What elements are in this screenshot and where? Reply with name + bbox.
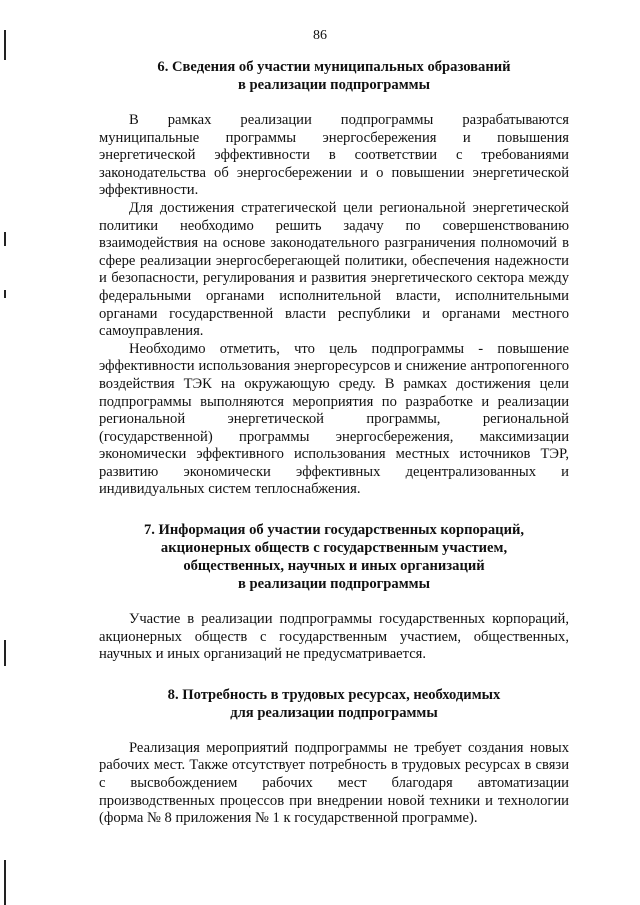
section-8: [99, 686, 569, 828]
scan-mark: [4, 30, 6, 60]
page-number: 86: [313, 28, 327, 43]
document-body: [99, 58, 569, 828]
scan-mark: [4, 232, 6, 246]
scan-mark: [4, 290, 6, 298]
heading-line: для реализации подпрограммы: [230, 704, 438, 721]
paragraph: В рамках реализации подпрограммы разрабатываются муниципальные программы энергосбережения и повышения энергетической эффективности в соответствии с требованиями законодательства об энергосбережении и о повышении энергетической эффективности.: [99, 112, 569, 199]
scan-mark: [4, 640, 6, 666]
heading-line: в реализации подпрограммы: [238, 576, 430, 593]
paragraph: Участие в реализации подпрограммы государственных корпораций, акционерных обществ с государственным участием, общественных, научных и иных организаций не предусматривается.: [99, 611, 569, 663]
section-6: [99, 58, 569, 499]
section-6-heading: [99, 58, 569, 94]
paragraph: Необходимо отметить, что цель подпрограммы - повышение эффективности использования энергоресурсов и снижение антропогенного воздействия ТЭК на окружающую среду. В рамках достижения цели подпрограммы выполняются мероприятия по разработке и реализации региональной энергетической программы, региональной (государственной) программы энергосбережения, максимизации экономически эффективного использования местных источников ТЭР, развитию экономически эффективных децентрализованных и индивидуальных систем теплоснабжения.: [99, 340, 569, 498]
heading-line: общественных, научных и иных организаций: [183, 558, 485, 575]
section-7-heading: [99, 521, 569, 593]
section-7: [99, 521, 569, 664]
heading-line: 6. Сведения об участии муниципальных образований: [157, 59, 511, 75]
paragraph: Реализация мероприятий подпрограммы не требует создания новых рабочих мест. Также отсутствует потребность в трудовых ресурсах в связи с высвобождением рабочих мест благодаря автоматизации производственных процессов при внедрении новой техники и технологии (форма № 8 приложения № 1 к государственной программе).: [99, 739, 569, 827]
section-8-heading: [99, 686, 569, 722]
heading-line: акционерных обществ с государственным участием,: [160, 540, 508, 557]
heading-line: 7. Информация об участии государственных корпораций,: [143, 522, 525, 539]
heading-line: 8. Потребность в трудовых ресурсах, необходимых: [167, 686, 501, 703]
paragraph: Для достижения стратегической цели региональной энергетической политики необходимо решить задачу по совершенствованию взаимодействия на основе законодательного разграничения полномочий в сфере реализации энергосберегающей политики, обеспечения надежности и безопасности, регулирования и развития энергетического сектора между федеральными органами исполнительной власти, исполнительными органами государственной власти республики и органами местного самоуправления.: [99, 199, 569, 340]
scan-mark: [4, 860, 6, 905]
heading-line: в реализации подпрограммы: [238, 77, 430, 93]
